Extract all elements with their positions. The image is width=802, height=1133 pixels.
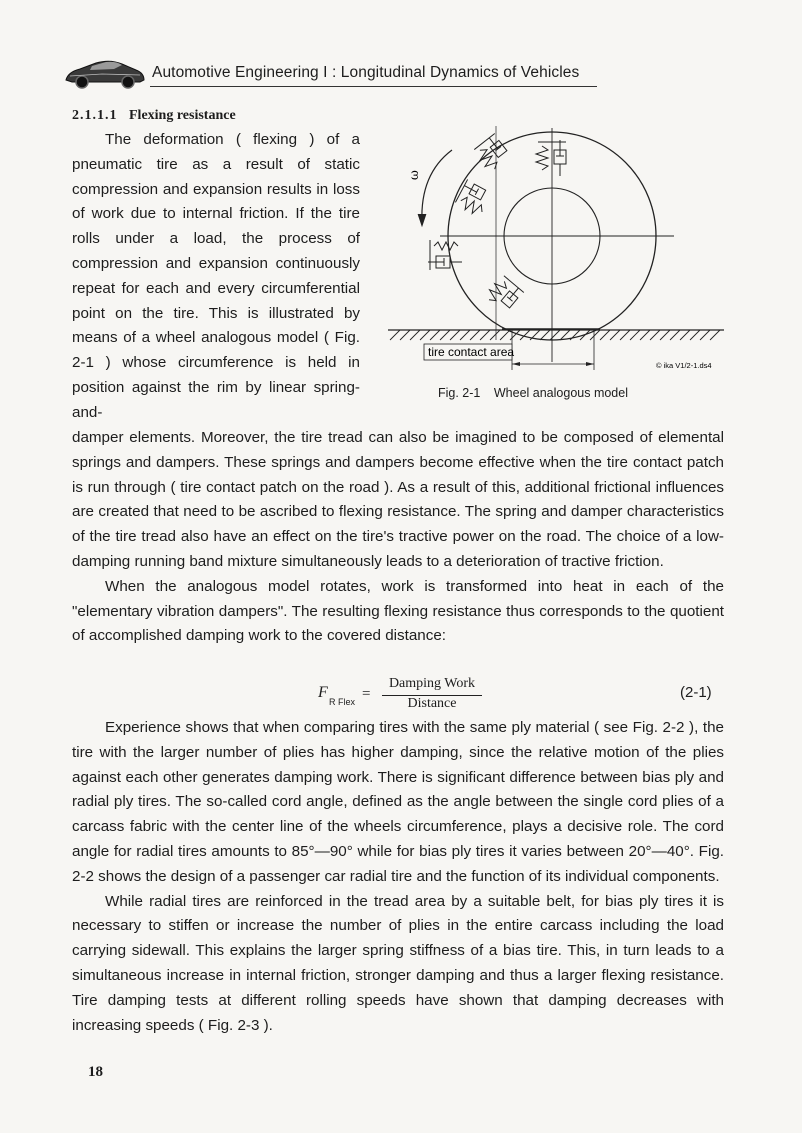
spring-damper-upper-left xyxy=(473,134,512,173)
intro-paragraph: The deformation ( flexing ) of a pneumatic tire as a result of static compression and expansion results in loss of work due to internal friction. If the tire rolls under a load, the process of compression and expansion continuously repeat for each and every circumferential point on the tire. This is illustrated by means of a wheel analogous model ( Fig. 2-1 ) whose circumference is held in position against the rim by linear spring-and- xyxy=(72,131,360,421)
page-number: 18 xyxy=(88,1064,103,1080)
wheel-analogous-model-figure xyxy=(384,126,730,376)
spring-damper-lower-left xyxy=(484,274,523,313)
tire-contact-area-label: tire contact area xyxy=(428,345,515,359)
figure-number: Fig. 2-1 xyxy=(438,386,481,400)
equation-lhs: F xyxy=(318,684,328,701)
equation-number: (2-1) xyxy=(680,684,712,701)
intro-text-column xyxy=(72,128,360,426)
figure-caption xyxy=(438,386,628,400)
main-text-block xyxy=(72,426,724,649)
equation-2-1 xyxy=(318,676,738,716)
spring-damper-left-upper xyxy=(454,179,492,217)
car-logo-icon xyxy=(62,54,148,90)
section-heading xyxy=(72,108,236,124)
figure-caption-text: Wheel analogous model xyxy=(493,386,628,400)
running-header: Automotive Engineering I : Longitudinal Dynamics of Vehicles xyxy=(152,64,580,81)
equation-equals: = xyxy=(362,686,371,702)
equation-denominator: Distance xyxy=(407,696,457,711)
paragraph-ply-damping: Experience shows that when comparing tires with the same ply material ( see Fig. 2-2 ), the tire with the larger number of plies has higher damping, since the relative motion of the plies against each other generates damping work. There is significant difference between bias ply and radial ply tires. The so-called cord angle, defined as the angle between the single cord plies of a carcass fabric with the center line of the wheels circumference, plays a decisive role. The cord angle for radial tires amounts to 85°—90° while for bias ply tires it varies between 20°—40°. Fig. 2-2 shows the design of a passenger car radial tire and the function of its individual components. xyxy=(72,719,724,885)
section-number: 2.1.1.1 xyxy=(72,108,118,123)
paragraph-radial-bias: While radial tires are reinforced in the tread area by a suitable belt, for bias ply tires it is necessary to stiffen or increase the number of plies in the entire carcass including the load carrying sidewall. This explains the larger spring stiffness of a bias tire. This, in turn leads to a simultaneous increase in internal friction, stronger damping and thus a larger flexing resistance. Tire damping tests at different rolling speeds have shown that damping decreases with increasing speeds ( Fig. 2-3 ). xyxy=(72,892,724,1034)
rotation-arrow-icon xyxy=(422,150,452,222)
section-title: Flexing resistance xyxy=(129,108,236,123)
lower-text-block xyxy=(72,716,724,1038)
equation-numerator: Damping Work xyxy=(388,676,476,691)
figure-copyright: © ika V1/2-1.ds4 xyxy=(656,361,712,370)
intro-continued-paragraph: damper elements. Moreover, the tire tread can also be imagined to be composed of elemental springs and dampers. These springs and dampers become effective when the tire contact patch is run through ( tire contact patch on the road ). As a result of this, additional frictional influences are created that need to be ascribed to flexing resistance. The spring and damper characteristics of the tire tread also have an effect on the tire's tractive power on the road. The choice of a low-damping running band mixture simultaneously leads to a deterioration of tractive friction. xyxy=(72,429,724,570)
paragraph-rotation: When the analogous model rotates, work is transformed into heat in each of the "elementary vibration dampers". The resulting flexing resistance thus corresponds to the quotient of accomplished damping work to the covered distance: xyxy=(72,577,724,645)
road-hatching xyxy=(390,330,720,340)
omega-label: ω xyxy=(407,170,421,180)
header-rule xyxy=(150,86,597,87)
equation-subscript: R Flex xyxy=(329,697,356,707)
spring-damper-top xyxy=(536,140,566,176)
spring-damper-left xyxy=(428,240,462,270)
